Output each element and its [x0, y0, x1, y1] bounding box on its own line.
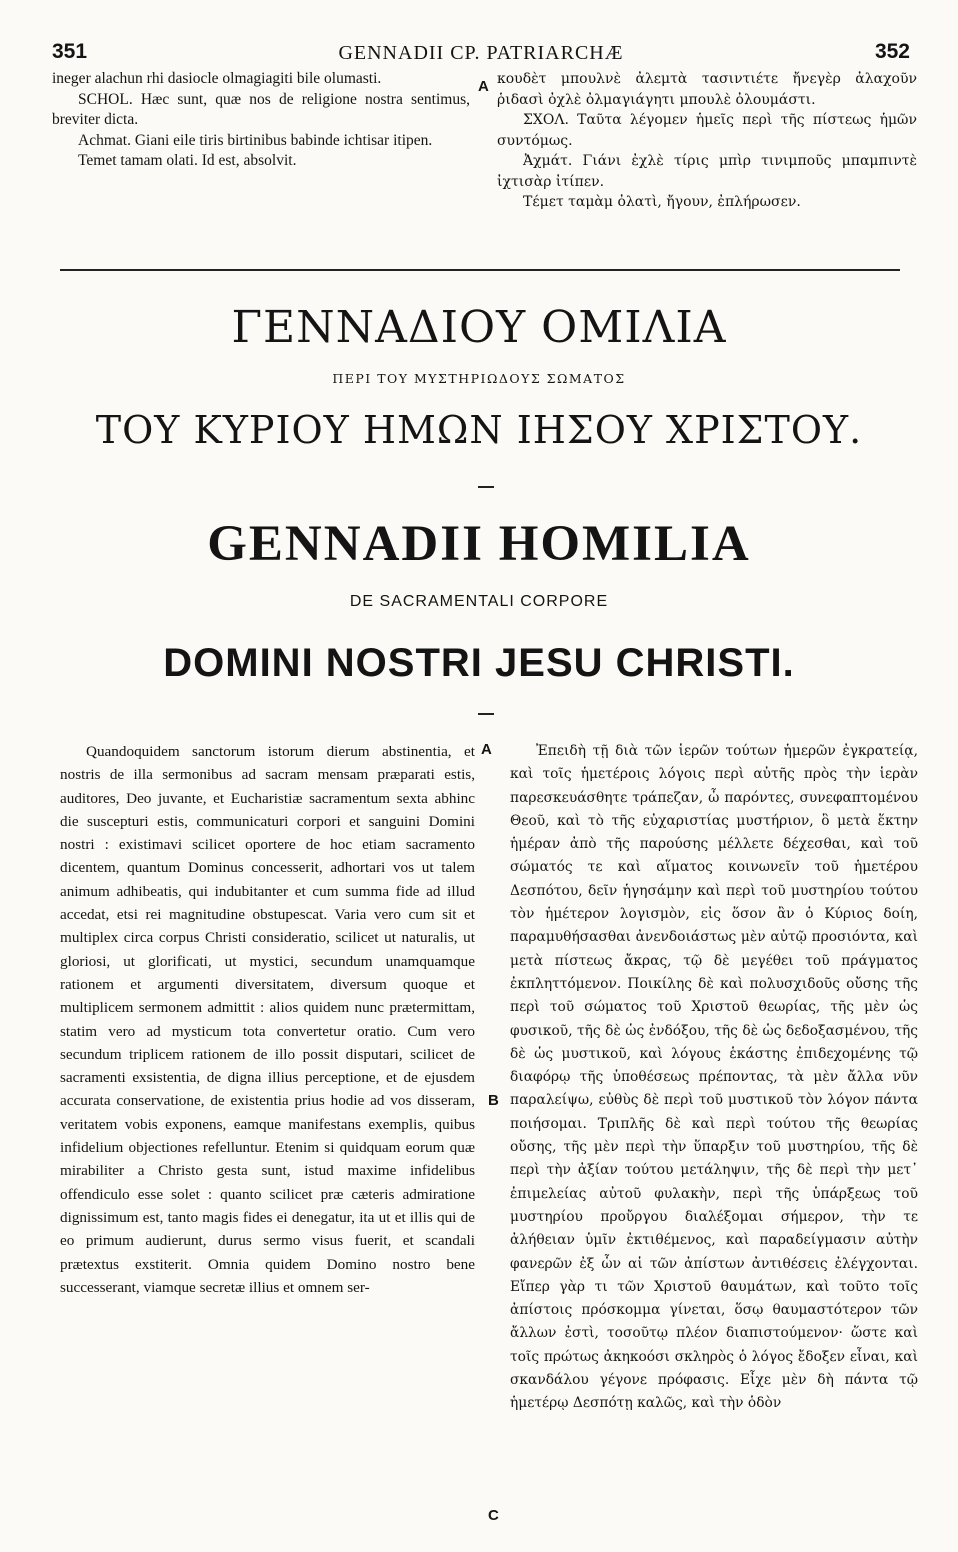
latin-body-text: Quandoquidem sanctorum istorum dierum abstinentia, et nostris de illa sermonibus ad sacram mensam præparati estis, auditores, Deo juvante, et Eucharistiæ sacramentum sexta abhinc die suscepturi estis, communicaturi corpori et sanguini Domini nostri : existimavi scilicet oportere de hoc etiam sacramento dicentem, quantum Dominus concesserit, adhortari vos ut talem animum adhibeatis, qui indubitanter et cum summa fide ad illud accedat, etsi rei magnitudine obstupescat. Varia vero cum sit et multiplex circa corpus Christi consideratio, scilicet ut naturalis, ut gloriosi, ut glorificati, ut mystici, secundum unamquamque rationem et argumenti diversitatem, diversum quoque et multiplicem sermonem admittit : alios quidem nunc prætermittam, statim vero ad mysticum tota convertetur oratio. Cum vero secundum triplicem rationem de illo possit disputari, scilicet de sacramenti exsistentia, de digna illius perceptione, et de ejusdem accurata conservatione, de existentia prius hodie ad vos disseram, veritatem vobis exponens, eamque manifestans exemplis, quibus infidelium objectiones refelluntur. Etenim si quidquam eorum quæ mirabiliter a Christo gesta sunt, istud maxime infidelibus offendiculo esse solet : quanto scilicet præ cæteris admiratione dignissimum est, tanto magis fides ei denegatur, ita ut et illis qui de eo primum audierunt, durus sermo visus fuerit, et scandali prætextus exstiterit. Omnia quidem Domino nostro bene successerant, viamque secretæ illius et omnem ser- [60, 743, 475, 1296]
margin-marker-a-top: A [478, 78, 489, 95]
page-number-left: 351 [52, 40, 88, 63]
top-greek-para: Ἀχμάτ. Γιάνι ἐχλὲ τίρις μπὶρ τινιμποῦς μπαμπιντὲ ἰχτισὰρ ἰτίπεν. [497, 153, 917, 190]
page-number-right: 352 [874, 40, 910, 63]
margin-marker-b: B [488, 1092, 499, 1109]
margin-marker-c: C [488, 1507, 499, 1524]
title-dash [478, 486, 494, 488]
top-latin-para: SCHOL. Hæc sunt, quæ nos de religione nostra sentimus, breviter dicta. [52, 90, 470, 128]
greek-body-text: Ἐπειδὴ τῇ διὰ τῶν ἱερῶν τούτων ἡμερῶν ἐγκρατείᾳ, καὶ τοῖς ἡμετέροις λόγοις περὶ αὐτῆς πρὸς τὴν ἱερὰν παρεσκευάσθητε τράπεζαν, ὦ παρόντες, συνεφαπτομένου Θεοῦ, καὶ τὸ τῆς εὐχαριστίας μυστήριον, ὃ μετὰ ἕκτην ἡμέραν ἀπὸ τῆς παρούσης μέλλετε δέχεσθαι, καὶ τοῦ σώματός τε καὶ αἵματος κοινωνεῖν τοῦ ἡμετέρου Δεσπότου, δεῖν ἡγησάμην καὶ περὶ τοῦ μυστηρίου τούτου τὸν ἡμέτερον λογισμὸν, εἰς ὅσον ἂν ὁ Κύριος δοίη, παραμυθήσασθαι ἀνενδοιάστως μὲν αὐτῷ προσιόντα, καὶ μετὰ πίστεως ἄκρας, τῷ δὲ μεγέθει τοῦ πράγματος ἐκπληττόμενον. Ποικίλης δὲ καὶ πολυσχιδοῦς οὔσης τῆς περὶ τοῦ σώματος τοῦ Χριστοῦ θεωρίας, τῆς μὲν ὡς φυσικοῦ, τῆς δὲ ὡς ἐνδόξου, τῆς δὲ ὡς δεδοξασμένου, τῆς δὲ ὡς μυστικοῦ, καὶ λόγους ἑκάστης ἐπιδεχομένης τῷ διαφόρῳ τῆς ὑποθέσεως πρέποντας, τὰ μὲν ἄλλα νῦν παραλείψω, εὐθὺς δὲ περὶ τοῦ μυστικοῦ τὸν λόγον πάντα ποιήσομαι. Τριπλῆς δὲ καὶ περὶ τούτου τῆς θεωρίας οὔσης, τῆς μὲν περὶ τὴν ὕπαρξιν τοῦ μυστηρίου, τῆς δὲ περὶ τὴν ἀξίαν τούτου μετάληψιν, τῆς δὲ περὶ τὴν μετ᾽ ἐπιμελείας αὐτοῦ φυλακὴν, περὶ τῆς ὑπάρξεως τοῦ μυστηρίου προὔργου διαλέξομαι σήμερον, τὴν τε ἀλήθειαν ὑμῖν ἐκτιθέμενος, καὶ παραδείγμασιν αὐτὴν φανερῶν ἐξ ὧν αἱ τῶν ἀπίστων ἀντιθέσεις ἐλέγχονται. Εἴπερ γὰρ τι τῶν Χριστοῦ θαυμάτων, καὶ τοῦτο τοῖς ἀπίστοις πρόσκομμα γίνεται, ὅσῳ θαυμαστότερον τῶν ἄλλων ἐστὶ, τοσοῦτῳ πλέον διαπιστούμενον· ὥστε καὶ τοῖς πρώτως ἀκηκοόσι σκληρὸς ὁ λόγος ἔδοξεν εἶναι, καὶ σκανδάλου γέγονε πρόφασις. Εἶχε μὲν δὴ πάντα τῷ ἡμετέρῳ Δεσπότῃ καλῶς, καὶ τὴν ὁδὸν [510, 743, 918, 1412]
top-latin-para: ineger alachun rhi dasiocle olmagiagiti bile olumasti. [52, 70, 382, 87]
latin-title-line2: DOMINI NOSTRI JESU CHRISTI. [163, 641, 795, 685]
section-divider [60, 269, 900, 271]
top-greek-column [497, 69, 917, 213]
greek-body-column [510, 740, 918, 1416]
running-header [52, 40, 910, 66]
top-greek-para: κουδὲτ μπουλνὲ ἀλεμτὰ τασιντιέτε ἤνεγὲρ ἀλαχοῦν ῥιδασὶ ὀχλὲ ὀλμαγιάγητι μπουλὲ ὀλουμάστι. [497, 71, 917, 108]
top-greek-para: Τέμετ ταμὰμ ὀλατὶ, ἤγουν, ἐπλήρωσεν. [523, 194, 801, 210]
top-latin-para: Achmat. Giani eile tiris birtinibus babinde ichtisar itipen. [78, 131, 433, 149]
greek-subtitle: ΠΕΡΙ ΤΟΥ ΜΥΣΤΗΡΙΩΔΟΥΣ ΣΩΜΑΤΟΣ [332, 371, 626, 386]
latin-title: GENNADII HOMILIA [207, 516, 751, 572]
top-latin-column [52, 69, 470, 172]
top-latin-para: Temet tamam olati. Id est, absolvit. [78, 152, 297, 169]
top-greek-para: ΣΧΟΛ. Ταῦτα λέγομεν ἡμεῖς περὶ τῆς πίστεως ἡμῶν συντόμως. [497, 112, 917, 149]
title-dash [478, 713, 494, 715]
running-title: GENNADII CP. PATRIARCHÆ [338, 42, 624, 64]
latin-subtitle: DE SACRAMENTALI CORPORE [349, 593, 609, 610]
greek-title: ΓΕΝΝΑΔΙΟΥ ΟΜΙΛΙΑ [231, 302, 727, 353]
margin-marker-a: A [481, 741, 492, 758]
greek-title-line2: ΤΟΥ ΚΥΡΙΟΥ ΗΜΩΝ ΙΗΣΟΥ ΧΡΙΣΤΟΥ. [95, 408, 863, 452]
latin-body-column [60, 740, 475, 1299]
